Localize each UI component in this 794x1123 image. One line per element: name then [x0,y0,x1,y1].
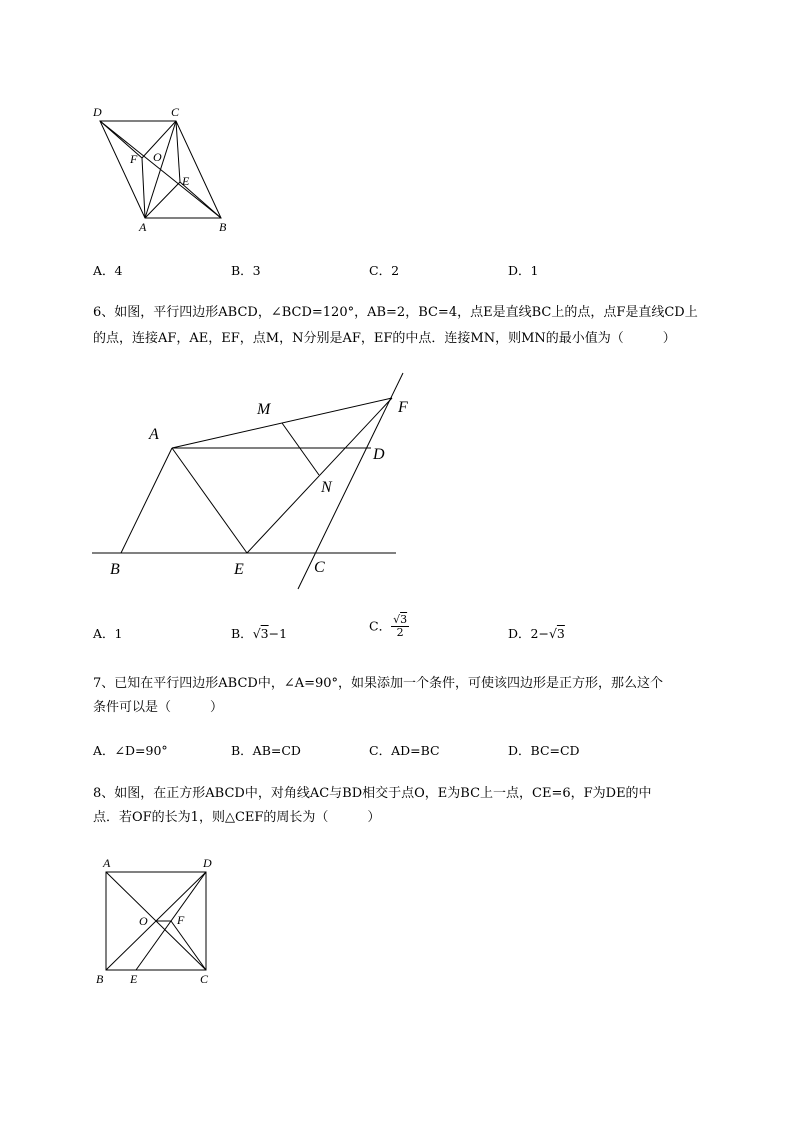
q5-label-a: A [139,220,147,234]
q5-option-b: B．3 [231,263,261,278]
q7-text-line-2: 条件可以是（ ） [93,700,224,715]
q5-option-d: D．1 [508,263,539,278]
q6-label-n: N [321,479,332,496]
q8-label-o: O [139,914,148,928]
q5-option-a: A．4 [93,263,123,278]
q5-label-e: E [182,174,190,188]
q5-label-d: D [93,105,102,119]
q5-label-b: B [219,220,227,234]
q7-option-c: C．AD=BC [369,743,440,758]
q5-label-o: O [153,150,162,164]
q6-label-c: C [314,559,325,576]
q7-option-b: B．AB=CD [231,743,301,758]
q6-text-line-2: 的点，连接AF，AE，EF，点M，N分别是AF，EF的中点．连接MN，则MN的最小值为（ ） [93,331,676,346]
q6-label-b: B [110,561,120,578]
q8-label-d: D [203,856,212,870]
q5-figure [88,100,238,240]
q8-label-f: F [177,913,185,927]
q8-label-e: E [130,972,138,986]
q8-label-b: B [96,972,104,986]
q6-label-d: D [373,446,385,463]
q6-label-a: A [149,426,159,443]
q6-figure [88,368,418,593]
q6-option-c: C． $\frac{√3}{2}$ [369,613,408,639]
q5-option-c: C．2 [369,263,400,278]
q8-text-line-2: 点．若OF的长为1，则△CEF的周长为（ ） [93,810,381,825]
q7-option-a: A．∠D=90° [93,743,168,758]
q6-label-m: M [257,401,271,418]
q6-text-line-1: 6、如图，平行四边形ABCD，∠BCD=120°，AB=2，BC=4，点E是直线BC上的点，点F是直线CD上 [93,305,698,320]
q5-label-f: F [130,152,138,166]
q6-option-d: D．2−√3 [508,626,565,641]
q6-label-f: F [398,399,408,416]
q7-text-line-1: 7、已知在平行四边形ABCD中，∠A=90°，如果添加一个条件，可使该四边形是正方形，那么这个 [93,676,664,691]
q8-label-c: C [200,972,209,986]
q6-option-b: B．√3−1 [231,626,288,641]
q5-label-c: C [171,105,180,119]
q6-label-e: E [234,561,244,578]
q8-figure [92,852,222,992]
q8-label-a: A [103,856,111,870]
q8-text-line-1: 8、如图，在正方形ABCD中，对角线AC与BD相交于点O，E为BC上一点，CE=6，F为DE的中 [93,786,652,801]
q6-option-a: A．1 [93,626,123,641]
q7-option-d: D．BC=CD [508,743,580,758]
